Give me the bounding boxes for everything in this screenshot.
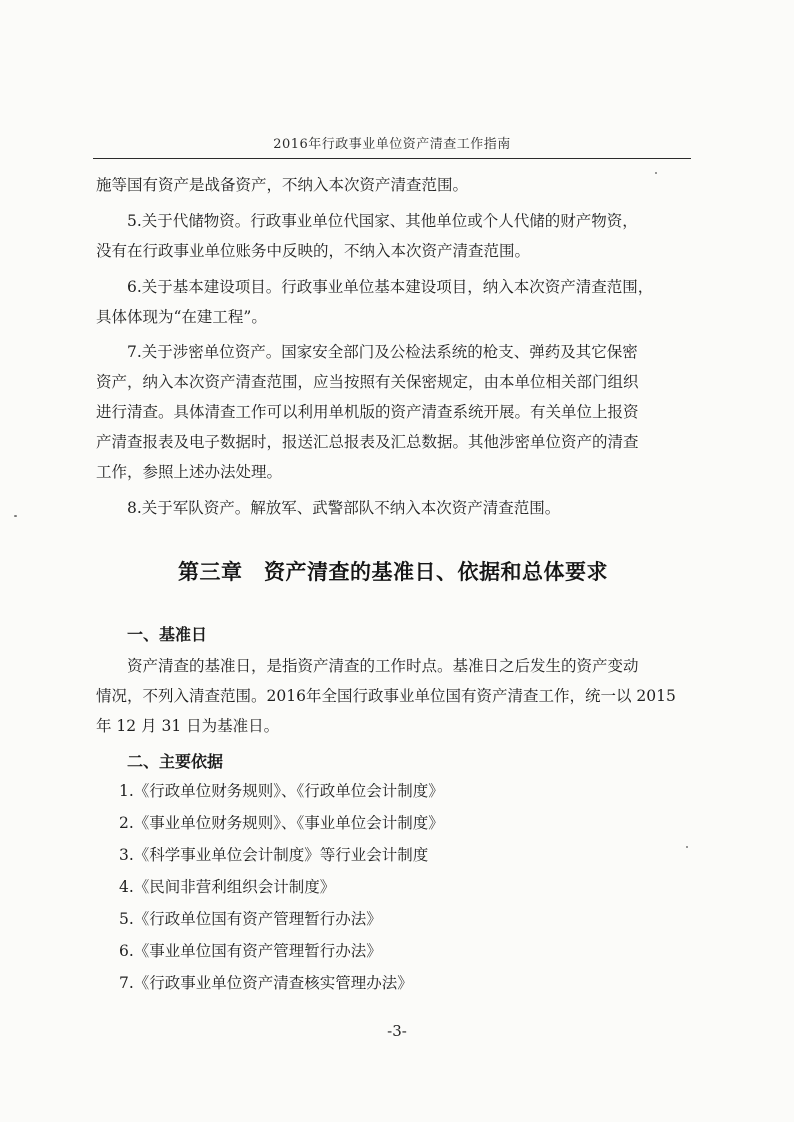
text-line: 5.关于代储物资。行政事业单位代国家、其他单位或个人代储的财产物资，	[127, 212, 638, 230]
text-line: 产清查报表及电子数据时，报送汇总报表及汇总数据。其他涉密单位资产的清查	[96, 433, 639, 451]
basis-list-item: 6.《事业单位国有资产管理暂行办法》	[119, 942, 382, 960]
text-line: 年 12 月 31 日为基准日。	[96, 717, 280, 735]
text-line: 8.关于军队资产。解放军、武警部队不纳入本次资产清查范围。	[127, 499, 561, 517]
chapter-title: 第三章 资产清查的基准日、依据和总体要求	[178, 560, 608, 584]
scan-speck	[14, 515, 17, 517]
text-line: 资产清查的基准日，是指资产清查的工作时点。基准日之后发生的资产变动	[127, 657, 639, 675]
paragraph-continuation	[96, 170, 690, 200]
text-line: 7.关于涉密单位资产。国家安全部门及公检法系统的枪支、弹药及其它保密	[127, 343, 638, 361]
section-base-date-body	[96, 651, 690, 741]
paragraph-item-5	[96, 206, 690, 266]
running-header: 2016年行政事业单位资产清查工作指南	[273, 137, 511, 152]
paragraph-item-7	[96, 337, 690, 487]
text-line: 工作，参照上述办法处理。	[96, 463, 283, 481]
text-line: 施等国有资产是战备资产，不纳入本次资产清查范围。	[96, 176, 469, 194]
basis-list-item: 7.《行政事业单位资产清查核实管理办法》	[119, 974, 413, 992]
basis-list-item: 2.《事业单位财务规则》、《事业单位会计制度》	[119, 814, 444, 832]
paragraph-item-8	[96, 493, 690, 523]
section-heading-base-date: 一、基准日	[127, 625, 208, 644]
scan-speck	[686, 846, 688, 848]
text-line: 具体体现为“在建工程”。	[96, 308, 267, 326]
basis-list-item: 5.《行政单位国有资产管理暂行办法》	[119, 910, 382, 928]
scan-speck	[655, 172, 657, 174]
text-line: 没有在行政事业单位账务中反映的，不纳入本次资产清查范围。	[96, 242, 531, 260]
paragraph-item-6	[96, 272, 690, 332]
section-heading-main-basis: 二、主要依据	[127, 752, 224, 771]
basis-list-item: 4.《民间非营利组织会计制度》	[119, 878, 336, 896]
basis-list-item: 1.《行政单位财务规则》、《行政单位会计制度》	[119, 782, 444, 800]
text-line: 资产，纳入本次资产清查范围，应当按照有关保密规定，由本单位相关部门组织	[96, 373, 639, 391]
basis-list-item: 3.《科学事业单位会计制度》等行业会计制度	[119, 846, 429, 864]
text-line: 情况，不列入清查范围。2016年全国行政事业单位国有资产清查工作，统一以 2015	[96, 687, 676, 705]
text-line: 6.关于基本建设项目。行政事业单位基本建设项目，纳入本次资产清查范围，	[127, 278, 654, 296]
header-rule	[93, 158, 691, 159]
text-line: 进行清查。具体清查工作可以利用单机版的资产清查系统开展。有关单位上报资	[96, 403, 639, 421]
page-number: -3-	[387, 1022, 407, 1040]
